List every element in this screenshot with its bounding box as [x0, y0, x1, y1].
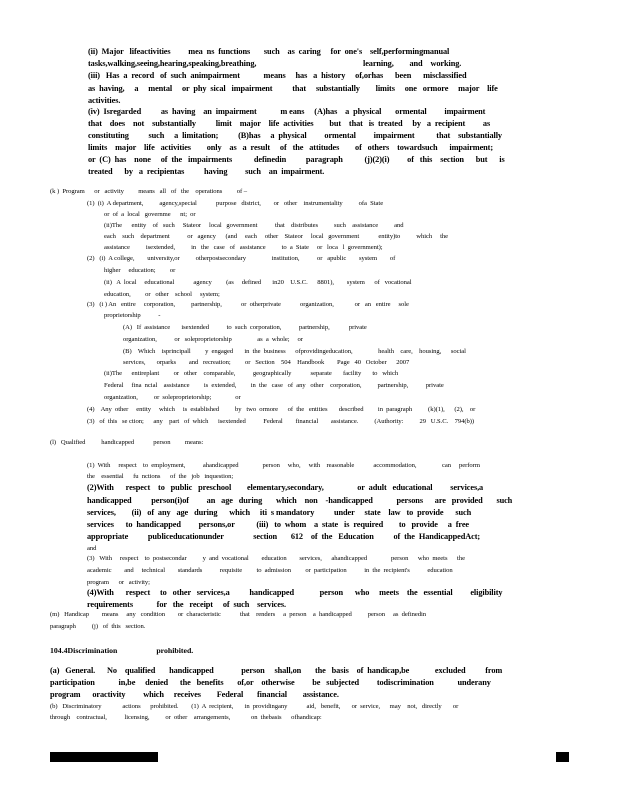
text-line: services, (ii) of any age during which iti s mandatory under state law to provide such	[87, 508, 472, 517]
text-line: each such department or agency (and each other Stateor local government entity)to which the	[104, 233, 449, 240]
text-line: (2) (i) A college, university,or otherpostsecondary institution, or apublic system of	[87, 255, 396, 262]
text-line: (B) Which isprincipall y engaged in the business ofprovidingeducation, health care, housing, social	[123, 348, 466, 355]
text-line: treated by a recipientas having such an impairment.	[88, 167, 325, 176]
text-line: (l) Qualified handicapped person means:	[50, 439, 204, 446]
text-line: (ii)The entity of such Stateor local government that distributes such assistance and	[104, 222, 404, 229]
text-line: requirements for the receipt of such services.	[87, 600, 286, 609]
text-line: (3) of this se ction; any part of which isextended Federal financial assistance. (Authority: 29 U.S.C. 794(b))	[87, 418, 475, 425]
text-line: limits major life activities only as a result of the attitudes of others towardsuch impairment;	[88, 143, 494, 152]
text-line: organization, or soleproprietorship; or	[104, 394, 241, 401]
text-line: (A) If assistance isextended to such corporation, partnership, private	[123, 324, 367, 331]
text-line: handicapped person(i)of an age during which non -handicapped persons are provided such	[87, 496, 513, 505]
text-line: (4)With respect to other services,a handicapped person who meets the essential eligibility	[87, 588, 503, 597]
text-line: and	[87, 545, 97, 552]
text-line: program or activity;	[87, 579, 150, 586]
text-line: (ii)The entireplant or other comparable, geographically separate facility to which	[104, 370, 399, 377]
text-line: (a) General. No qualified handicapped person shall,on the basis of handicap,be excluded from	[50, 666, 503, 675]
text-line: higher education; or	[104, 267, 176, 274]
text-line: tasks,walking,seeing,hearing,speaking,breathing, learning, and working.	[88, 59, 462, 68]
footer-bar-right	[556, 752, 569, 762]
text-line: education, or other school system;	[104, 291, 220, 298]
text-line: appropriate publiceducationunder section 612 of the Education of the HandicappedAct;	[87, 532, 481, 541]
text-line: (ii) Major lifeactivities mea ns functions such as caring for one's self,performingmanual	[88, 47, 450, 56]
text-line: academic and technical standards requisite to admission or participation in the recipient's education	[87, 567, 453, 574]
text-line: proprietorship -	[104, 312, 161, 319]
text-line: 104.4Discrimination prohibited.	[50, 646, 194, 655]
text-line: (m) Handicap means any condition or characteristic that renders a person a handicapped person as definedin	[50, 611, 427, 618]
text-line: (b) Discriminatory actions prohibited. (1) A recipient, in providingany aid, benefit, or service, may not, directly or	[50, 703, 459, 710]
text-line: services to handicapped persons,or (iii) to whom a state is required to provide a free	[87, 520, 469, 529]
text-line: through contractual, licensing, or other arrangements, on thebasis ofhandicap:	[50, 714, 322, 721]
text-line: assistance isextended, in the case of assistance to a State or loca l government);	[104, 244, 383, 251]
text-line: constituting such a limitation; (B)has a physical ormental impairment that substantially	[88, 131, 502, 140]
text-line: (k ) Program or activity means all of the operations of –	[50, 188, 247, 195]
text-line: or of a local governme nt; or	[104, 211, 196, 218]
text-line: services, orparks and recreation; or Section 504 Handbook Page 40 October 2007	[123, 359, 410, 366]
footer-bar-left	[50, 752, 158, 762]
text-line: (iii) Has a record of such animpairment means has a history of,orhas been misclassified	[88, 71, 467, 80]
text-line: (iv) Isregarded as having an impairment m eans (A)has a physical ormental impairment	[88, 107, 486, 116]
text-line: (3) (i ) An entire corporation, partnership, or otherprivate organization, or an entire sole	[87, 301, 409, 308]
text-line: paragraph (j) of this section.	[50, 623, 146, 630]
text-line: participation in,be denied the benefits of,or otherwise be subjected todiscrimination underany	[50, 678, 491, 687]
text-line: (2)With respect to public preschool elementary,secondary, or adult educational services,a	[87, 483, 484, 492]
text-line: (4) Any other entity which is established by two ormore of the entities described in paragraph (k)(1), (2), or	[87, 406, 476, 413]
text-line: Federal fina ncial assistance is extended, in the case of any other corporation, partnership, private	[104, 382, 444, 389]
text-line: program oractivity which receives Federal financial assistance.	[50, 690, 339, 699]
text-line: organization, or soleproprietorship as a whole; or	[123, 336, 303, 343]
text-line: or (C) has none of the impairments definedin paragraph (j)(2)(i) of this section but is	[88, 155, 505, 164]
text-line: that does not substantially limit major life activities but that is treated by a recipient as	[88, 119, 491, 128]
text-line: the essential fu nctions of the job inquestion;	[87, 473, 234, 480]
text-line: (3) With respect to postsecondar y and vocational education services, ahandicapped person who meets the	[87, 555, 465, 562]
text-line: (1) (i) A department, agency,special purpose district, or other instrumentality ofa State	[87, 200, 384, 207]
text-line: (ii) A local educational agency (as defined in20 U.S.C. 8801), system of vocational	[104, 279, 412, 286]
text-line: activities.	[88, 96, 121, 105]
text-line: as having, a mental or phy sical impairment that substantially limits one ormore major life	[88, 84, 498, 93]
text-line: (1) With respect to employment, ahandicapped person who, with reasonable accommodation, can perform	[87, 462, 480, 469]
